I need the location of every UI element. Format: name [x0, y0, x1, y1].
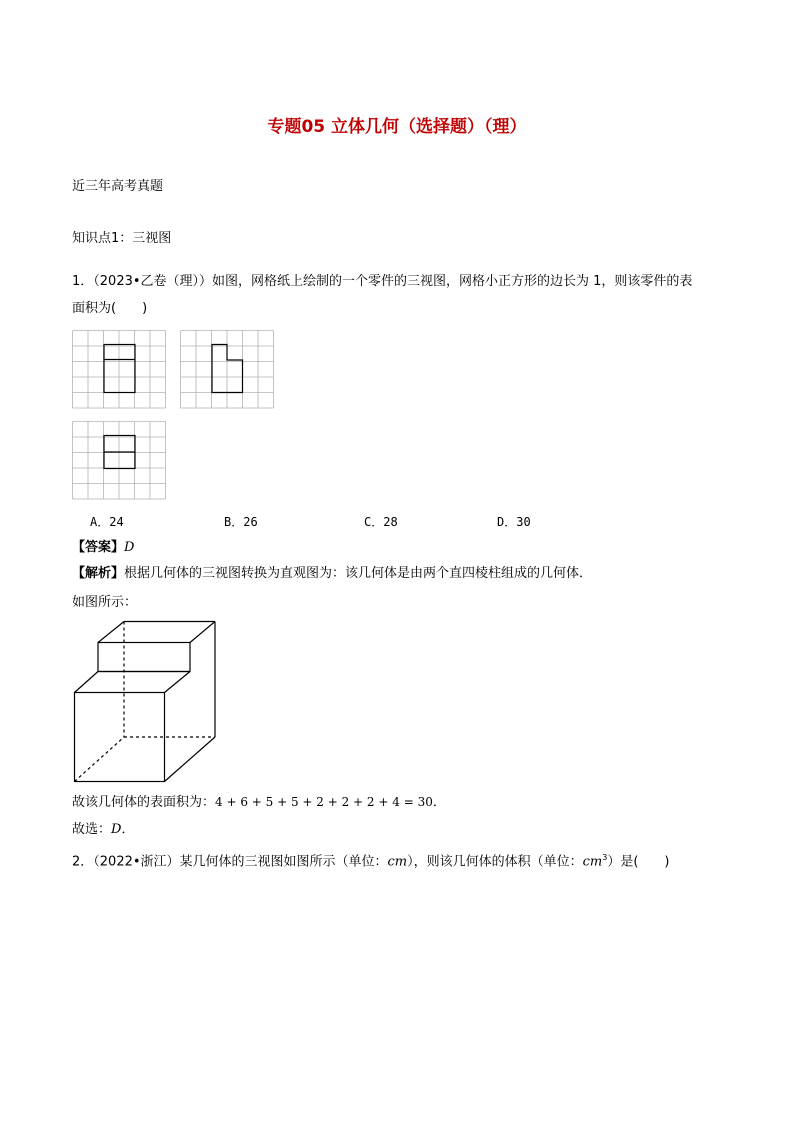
section-heading: 近三年高考真题	[72, 179, 164, 194]
top-view-grid	[72, 421, 166, 501]
q2-unit-2: cm	[582, 854, 603, 870]
choose-value: D	[111, 822, 122, 837]
analysis-label: 【解析】	[72, 566, 125, 581]
q2-suffix: ）是( )	[607, 854, 670, 870]
surface-suffix: ．	[432, 795, 446, 810]
q2-middle: ），则该几何体的体积（单位：	[407, 854, 583, 870]
analysis-line	[72, 565, 592, 583]
surface-prefix: 故该几何体的表面积为：	[72, 795, 216, 810]
option-b: B．26	[224, 515, 258, 529]
surface-area-line	[72, 793, 446, 812]
page-title: 专题05 立体几何（选择题）（理）	[267, 117, 527, 137]
front-view-grid	[72, 330, 174, 410]
analysis-text: 根据几何体的三视图转换为直观图为：该几何体是由两个直四棱柱组成的几何体．	[124, 566, 593, 581]
option-c: C．28	[364, 515, 398, 529]
choose-line	[72, 821, 134, 839]
knowledge-point-heading: 知识点1：三视图	[72, 231, 172, 246]
choose-suffix: ．	[121, 822, 135, 837]
question-2-line	[72, 849, 670, 871]
solid-visible-edges	[75, 622, 216, 782]
answer-value: D	[124, 540, 135, 555]
answer-line	[72, 539, 134, 557]
surface-formula: 4 + 6 + 5 + 5 + 2 + 2 + 2 + 4 = 30	[215, 795, 433, 809]
question-1-line-1: 1．（2023•乙卷（理））如图，网格纸上绘制的一个零件的三视图，网格小正方形的边长为 1，则该零件的表	[72, 274, 693, 289]
solid-figure	[72, 620, 218, 784]
top-view-outline	[104, 436, 135, 469]
question-1-line-2: 面积为( )	[72, 301, 148, 316]
side-view-grid	[180, 330, 274, 410]
front-view-outline	[104, 345, 135, 393]
option-a: A．24	[90, 515, 124, 529]
solid-hidden-edges	[75, 622, 216, 782]
figure-caption: 如图所示：	[72, 595, 138, 610]
choose-prefix: 故选：	[72, 822, 112, 837]
q2-unit-2-sup: 3	[602, 853, 608, 862]
q2-unit-1: cm	[387, 854, 408, 870]
option-d: D．30	[497, 515, 531, 529]
answer-label: 【答案】	[72, 540, 125, 555]
q2-prefix: 2．（2022•浙江）某几何体的三视图如图所示（单位：	[72, 854, 388, 870]
